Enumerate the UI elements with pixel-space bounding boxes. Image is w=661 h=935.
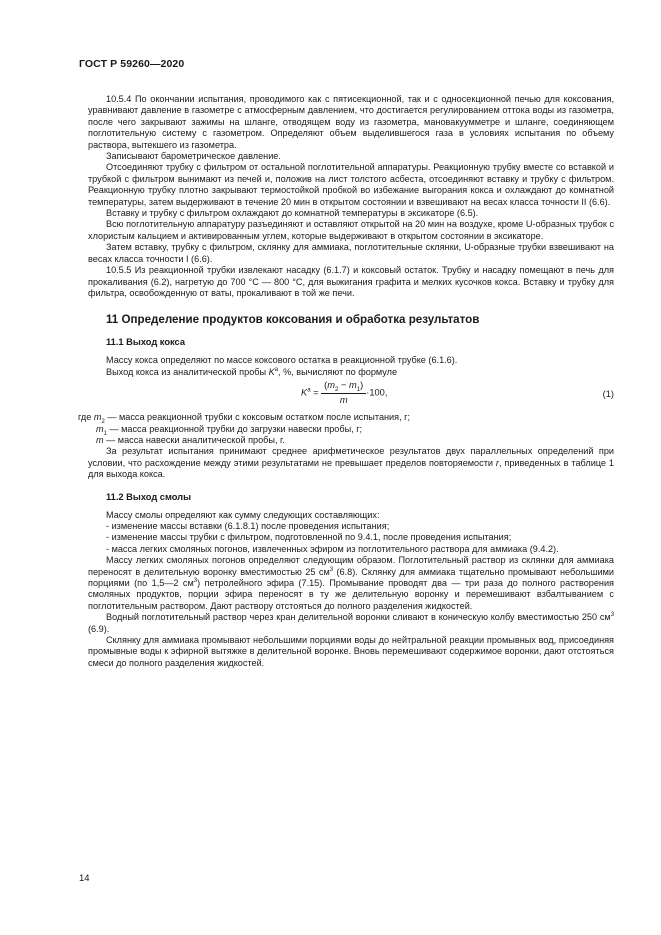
formula-expression: $K^a$ = $\frac{(m_2 - m_1)}{m}$ ·100, — [301, 380, 388, 405]
paragraph-light-tar: Массу легких смоляных погонов определяют следующим образом. Поглотительный раствор из склянки для аммиака переносят в делительную воронку вместимостью 25 $см^3$ (6.8). Склянку для аммиака тщательно промывают небольшими порциями (по 1,5—2 $см^3$) петролейного эфира (7.15). Промывание проводят два — три раза до полного растворения смоляных продуктов, порции эфира переносят в ту же делительную воронку и перемешивают взбалтыванием с поглотительным раствором. Дают раствору отстояться до полного разделения жидкостей. — [88, 555, 614, 611]
symbol-k: K — [268, 366, 275, 377]
legend-item-m1: $m_1$ — масса реакционной трубки до загрузки навески пробы, г; — [96, 423, 363, 437]
paragraph-ammonia-flask: Склянку для аммиака промывают небольшими порциями воды до нейтральной реакции промывных вод, присоединяя промывные воды к эфирной вытяжке в делительной воронке. Вновь перемешивают содержимое воронки, дают отстояться смеси до полного разделения жидкостей. — [88, 635, 614, 668]
list-item: - изменение массы трубки с фильтром, подготовленной по 9.4.1, после проведения испытания; — [106, 532, 512, 543]
paragraph-coke-yield-intro: Выход кокса из аналитической пробы $K^a$, %, вычисляют по формуле — [106, 366, 398, 377]
formula-1 — [88, 378, 614, 412]
paragraph-barometric: Записывают барометрическое давление. — [106, 151, 281, 162]
legend-item-m: m — масса навески аналитической пробы, г. — [96, 434, 285, 445]
page-body — [78, 94, 615, 669]
document-header: ГОСТ Р 59260—2020 — [79, 58, 185, 70]
subsection-11-2-title: 11.2 Выход смолы — [106, 491, 192, 502]
list-item: - изменение массы вставки (6.1.8.1) после проведения испытания; — [106, 520, 390, 531]
paragraph-10-5-4: 10.5.4 По окончании испытания, проводимого как с пятисекционной, так и с односекционной печью для коксования, уравнивают давление в газометре с атмосферным давлением, что достигается регулированием оттока воды из газометра, после чего закрывают зажимы на шланге, отводящем воду из газометра, мановакуумметре и шланге, соединяющем поглотительную систему с газометром. Определяют объем выделившегося газа в условиях испытания по объему раствора, вытекшего из газометра. — [88, 94, 614, 150]
paragraph-weighing: Затем вставку, трубку с фильтром, склянку для аммиака, поглотительные склянки, U-образные трубки взвешивают на весах класса точности I (6.6). — [88, 242, 614, 264]
paragraph-apparatus: Всю поглотительную аппаратуру разъединяют и оставляют открытой на 20 мин на воздухе, кроме U-образных трубок с хлористым кальцием и активированным углем, которые выдерживают в открытом состоянии в эксикаторе. — [88, 219, 615, 241]
paragraph-result: За результат испытания принимают среднее арифметическое результатов двух параллельных определений при условии, что расхождение между этими результатами не превышает пределов повторяемости r, приведенных в таблице 1 для выхода кокса. — [88, 446, 614, 480]
list-item: - масса легких смоляных погонов, извлеченных эфиром из поглотительного раствора для аммиака (9.4.2). — [106, 543, 559, 554]
paragraph-tar-mass: Массу смолы определяют как сумму следующих составляющих: — [106, 509, 380, 520]
paragraph-disconnect: Отсоединяют трубку с фильтром от остальной поглотительной аппаратуры. Реакционную трубку вместе со вставкой и трубкой с фильтром вынимают из печей и, положив на лист толстого асбеста, отсоединяют вставку и трубку с фильтром. Реакционную трубку плотно закрывают термостойкой пробкой во избежание выгорания кокса и охлаждают до комнатной температуры, затем выдерживают в течение 20 мин в открытом состоянии и взвешивают на весах класса точности II (6.6). — [88, 162, 614, 207]
legend-item-m2: где $m_2$ — масса реакционной трубки с коксовым остатком после испытания, г; — [78, 412, 411, 425]
page-number: 14 — [79, 873, 90, 884]
formula-number: (1) — [602, 389, 614, 400]
paragraph-coke-mass: Массу кокса определяют по массе коксового остатка в реакционной трубке (6.1.6). — [106, 355, 458, 366]
subsection-11-1-title: 11.1 Выход кокса — [106, 337, 185, 348]
paragraph-aqueous-solution: Водный поглотительный раствор через кран делительной воронки сливают в коническую колбу вместимостью 250 $см^3$ (6.9). — [88, 612, 614, 634]
formula-fraction: $\frac{(m_2 - m_1)}{m}$ — [321, 380, 366, 406]
paragraph-10-5-5: 10.5.5 Из реакционной трубки извлекают насадку (6.1.7) и коксовый остаток. Трубку и насадку помещают в печь для прокаливания (6.2), нагретую до 700 °С — 800 °С, для выжигания графита и мелких кусочков кокса. Вставку и трубку для фильтра, освобожденную от ваты, прокаливают в той же печи. — [88, 265, 614, 298]
formula-legend — [78, 412, 614, 446]
section-11-title: 11 Определение продуктов коксования и обработка результатов — [106, 313, 480, 327]
paragraph-cooling: Вставку и трубку с фильтром охлаждают до комнатной температуры в эксикаторе (6.5). — [106, 208, 479, 219]
